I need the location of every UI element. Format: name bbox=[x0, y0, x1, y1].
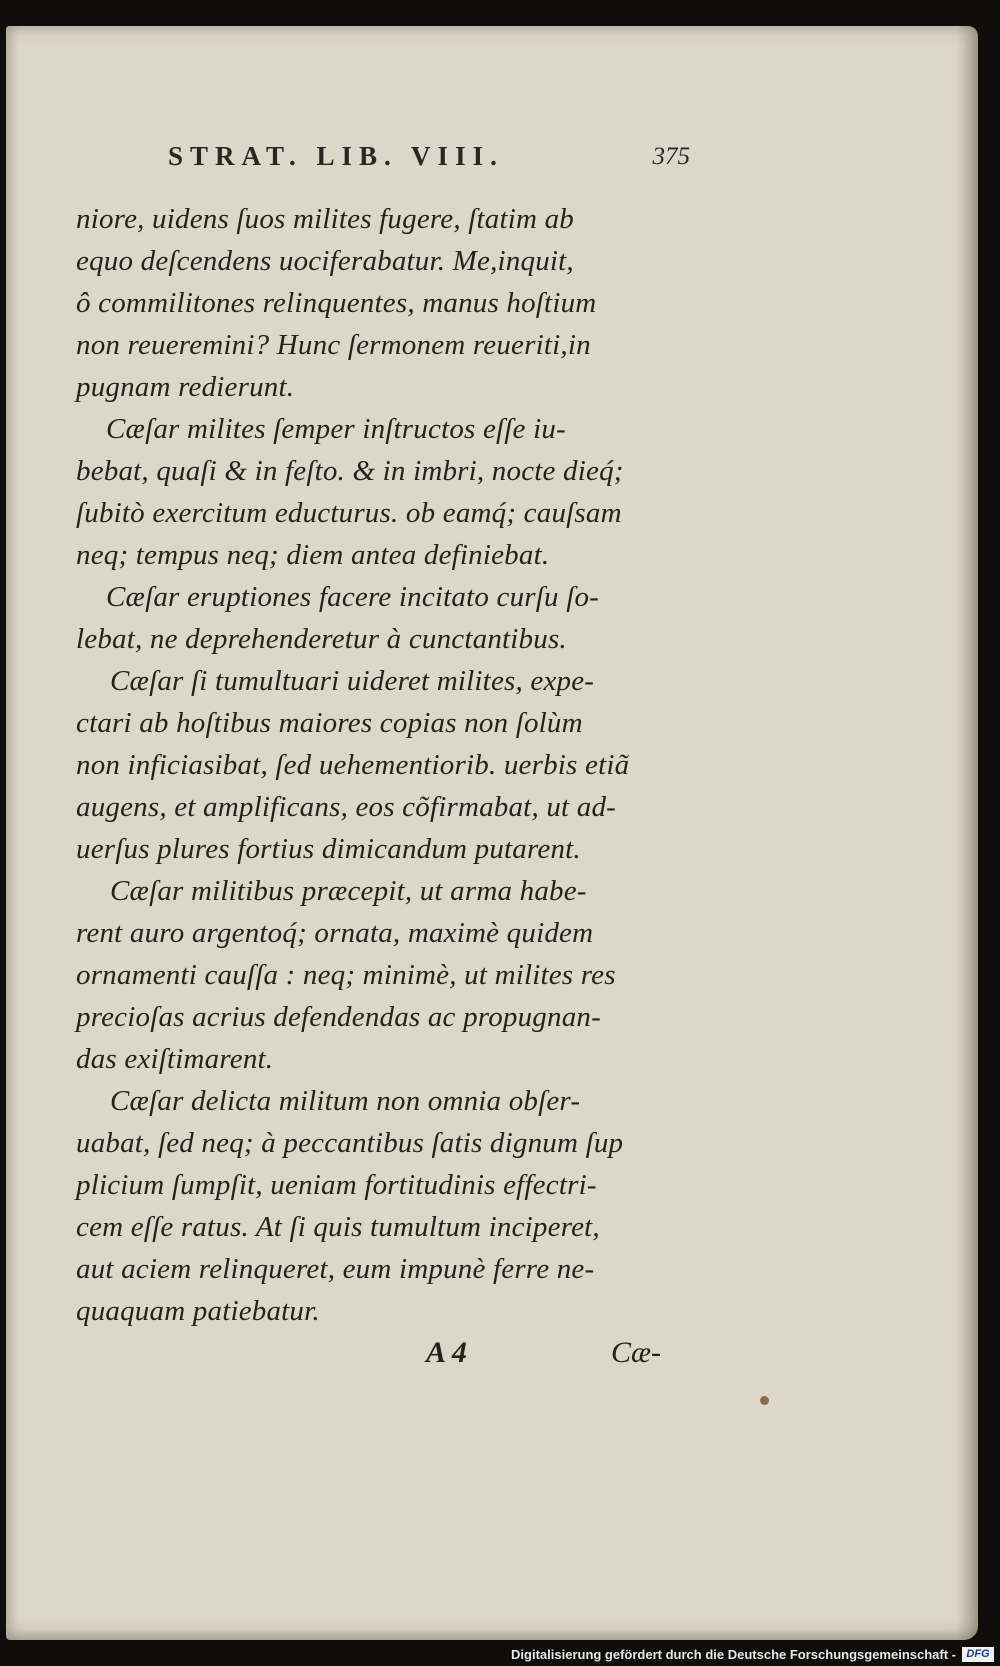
text-line: plicium ſumpſit, ueniam fortitudinis effectri- bbox=[76, 1169, 597, 1201]
book-page bbox=[6, 26, 978, 1640]
paragraph-first-line: Cæſar ſi tumultuari uideret milites, expe- bbox=[110, 665, 595, 697]
footer-bar bbox=[0, 1644, 1000, 1666]
digitization-credit: Digitalisierung gefördert durch die Deutsche Forschungsgemeinschaft - bbox=[511, 1647, 956, 1662]
text-line: non reueremini? Hunc ſermonem reueriti,in bbox=[76, 329, 591, 361]
running-head bbox=[158, 141, 698, 181]
text-line: bebat, quaſi & in feſto. & in imbri, nocte dieq́; bbox=[76, 455, 624, 487]
text-line: uabat, ſed neq; à peccantibus ſatis dignum ſup bbox=[76, 1127, 624, 1159]
paragraph-first-line: Cæſar militibus præcepit, ut arma habe- bbox=[110, 875, 587, 907]
text-line: cem eſſe ratus. At ſi quis tumultum inciperet, bbox=[76, 1211, 600, 1243]
dfg-logo: DFG bbox=[962, 1647, 994, 1662]
page-number: 375 bbox=[652, 143, 690, 170]
text-line: lebat, ne deprehenderetur à cunctantibus. bbox=[76, 623, 567, 655]
text-line: neq; tempus neq; diem antea definiebat. bbox=[76, 539, 550, 571]
page-edge-shadow bbox=[956, 26, 978, 1640]
running-head-title: STRAT. LIB. VIII. bbox=[168, 141, 504, 171]
text-line: rent auro argentoq́; ornata, maximè quidem bbox=[76, 917, 594, 949]
signature-line bbox=[426, 1336, 686, 1380]
text-line: precioſas acrius defendendas ac propugnan- bbox=[76, 1001, 601, 1033]
text-line: quaquam patiebatur. bbox=[76, 1295, 320, 1327]
text-line: pugnam redierunt. bbox=[76, 371, 295, 403]
text-line: augens, et amplificans, eos cõfirmabat, ut ad- bbox=[76, 791, 617, 823]
text-line: non inficiasibat, ſed uehementiorib. uerbis etiã bbox=[76, 749, 630, 781]
text-line: ornamenti cauſſa : neq; minimè, ut milites res bbox=[76, 959, 616, 991]
catchword: Cæ- bbox=[611, 1336, 662, 1369]
text-block bbox=[76, 198, 676, 1332]
signature-mark: A 4 bbox=[426, 1336, 467, 1369]
text-line: niore, uidens ſuos milites fugere, ſtatim ab bbox=[76, 203, 575, 235]
text-line: ô commilitones relinquentes, manus hoſtium bbox=[76, 287, 597, 319]
text-line: ſubitò exercitum educturus. ob eamq́; cauſsam bbox=[76, 497, 622, 529]
text-line: uerſus plures fortius dimicandum putarent. bbox=[76, 833, 581, 865]
text-line: ctari ab hoſtibus maiores copias non ſolùm bbox=[76, 707, 583, 739]
text-line: das exiſtimarent. bbox=[76, 1043, 274, 1075]
paragraph-first-line: Cæſar eruptiones facere incitato curſu ſo- bbox=[106, 581, 600, 613]
paper-stain bbox=[760, 1396, 769, 1405]
paragraph-first-line: Cæſar milites ſemper inſtructos eſſe iu- bbox=[106, 413, 566, 445]
paragraph-first-line: Cæſar delicta militum non omnia obſer- bbox=[110, 1085, 581, 1117]
text-line: aut aciem relinqueret, eum impunè ferre ne- bbox=[76, 1253, 595, 1285]
text-line: equo deſcendens uociferabatur. Me,inquit, bbox=[76, 245, 574, 277]
